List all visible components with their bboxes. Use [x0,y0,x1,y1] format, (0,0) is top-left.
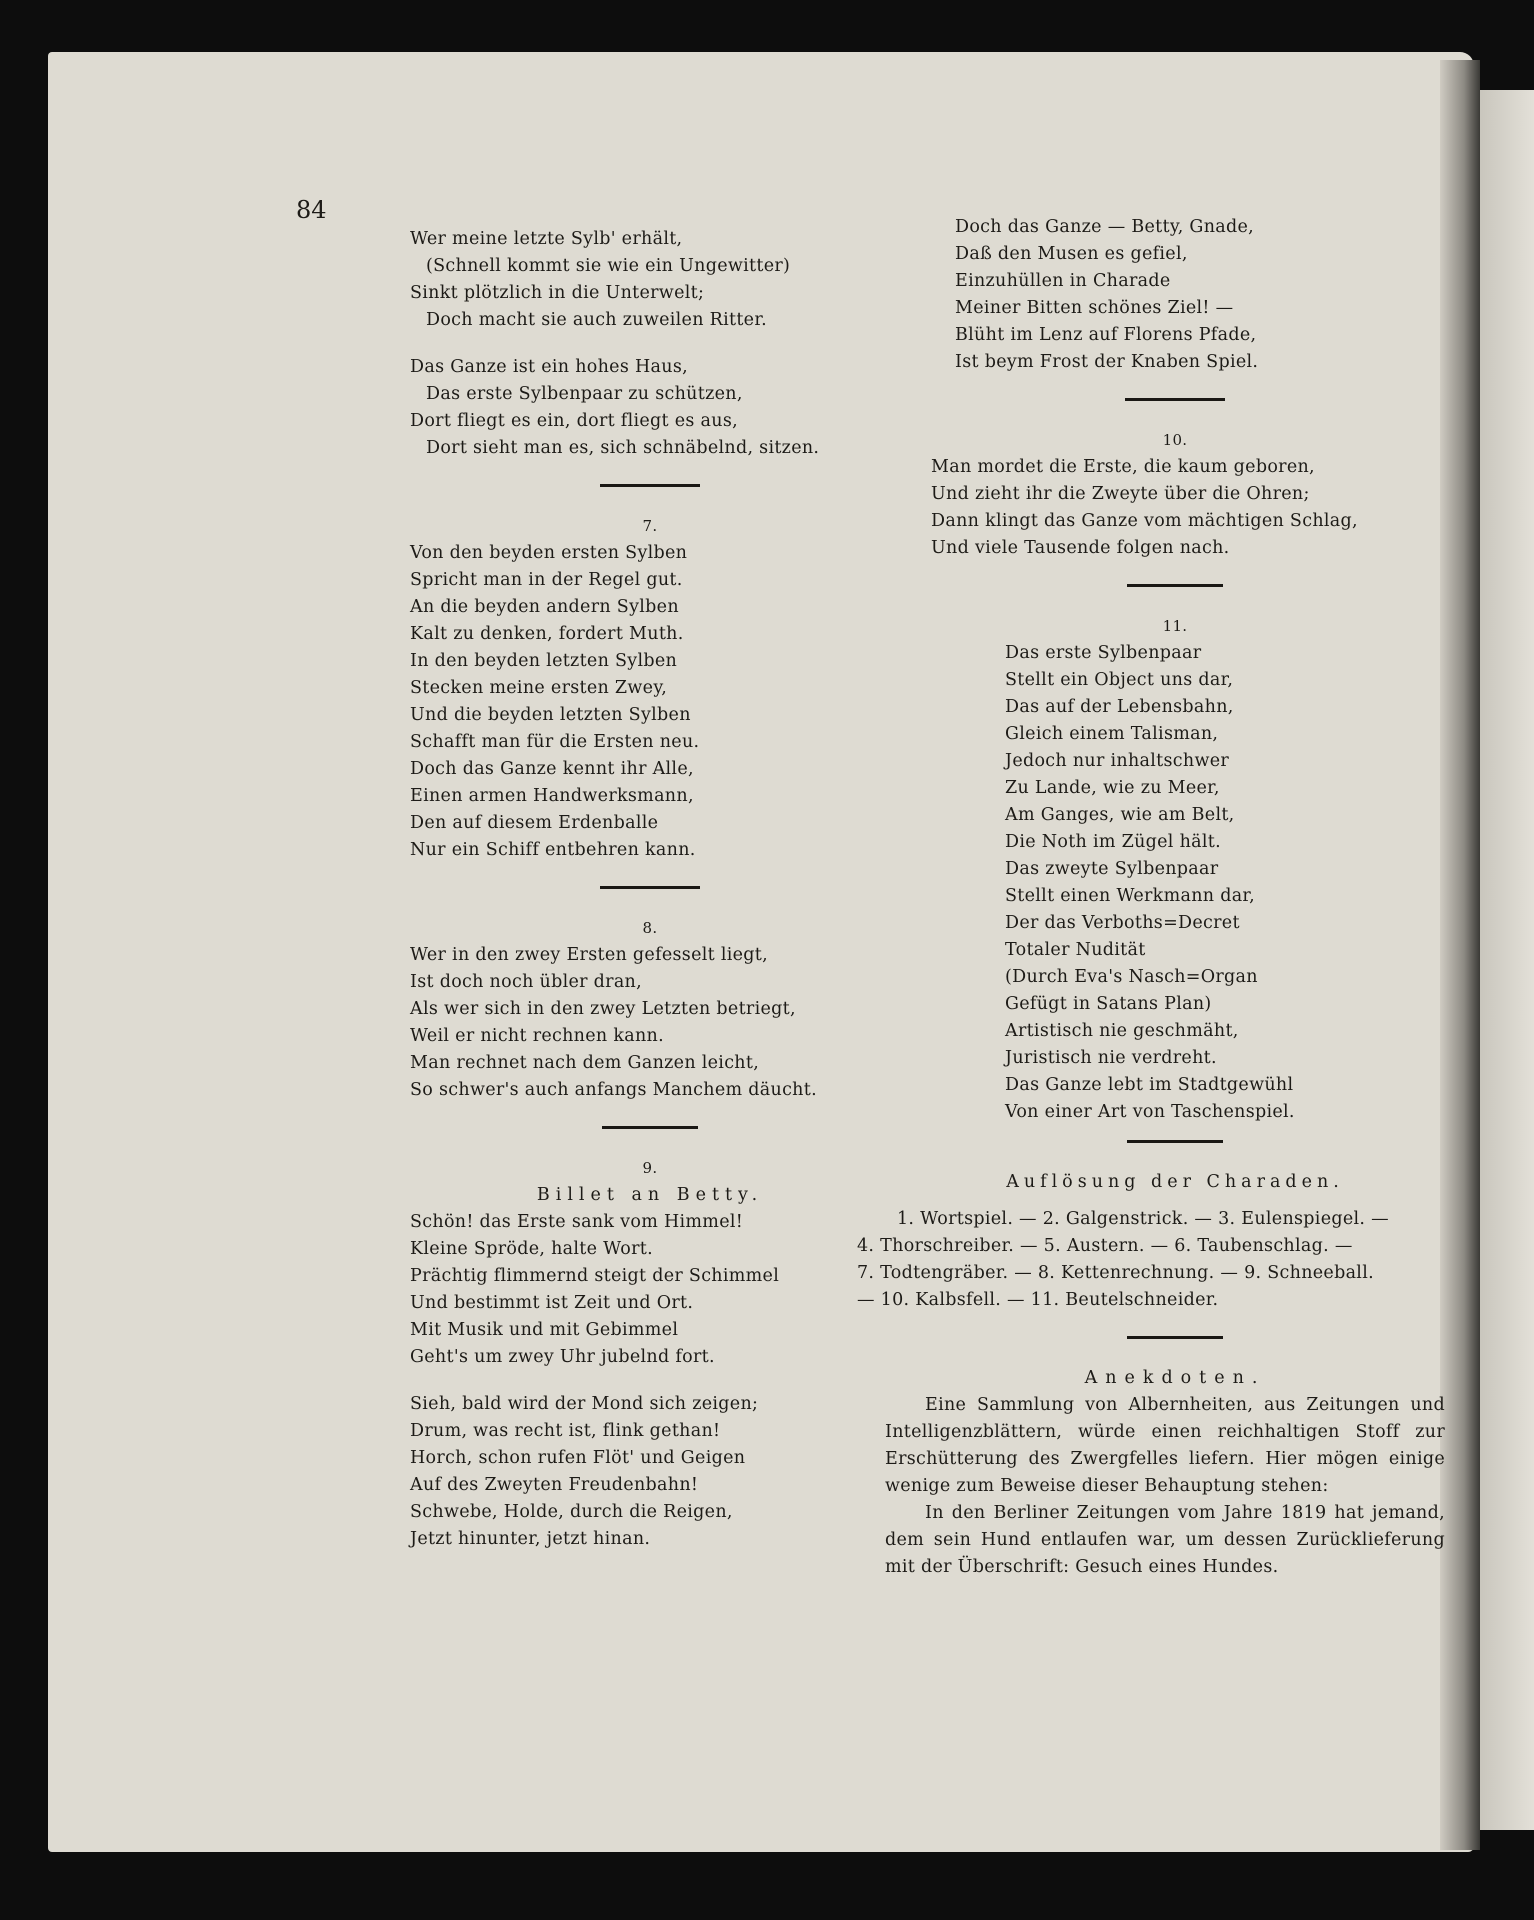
charade-solutions [857,1169,1455,1314]
section-divider [600,886,700,889]
poem-line: An die beyden andern Sylben [410,597,679,617]
poem-line: Kleine Spröde, halte Wort. [410,1239,653,1259]
solutions-heading: Auflösung der Charaden. [1006,1172,1344,1192]
poem-line: Wer in den zwey Ersten gefesselt liegt, [410,945,768,965]
poem-line: Sinkt plötzlich in die Unterwelt; [410,283,705,303]
poem-line: Das zweyte Sylbenpaar [1005,859,1219,879]
anecdote-paragraph: Eine Sammlung von Albernheiten, aus Zeitungen und Intelligenzblättern, würde einen reichhaltigen Stoff zur Erschütterung des Zwergfelles liefern. Hier mögen einige wenige zum Beweise dieser Behauptung stehen: [885,1395,1445,1496]
poem-line: Das erste Sylbenpaar zu schützen, [426,384,743,404]
poem-line: Der das Verboths=Decret [1005,913,1240,933]
poem-line: Totaler Nudität [1005,940,1146,960]
poem-line: Und die beyden letzten Sylben [410,705,691,725]
poem-line: Kalt zu denken, fordert Muth. [410,624,684,644]
section-divider [1125,398,1225,401]
poem-9 [410,1155,890,1553]
poem-line: Von den beyden ersten Sylben [410,543,688,563]
right-column [857,214,1455,1581]
poem-7 [410,513,890,864]
poem-number: 11. [1162,617,1188,635]
poem-line: Nur ein Schiff entbehren kann. [410,840,696,860]
solution-line: 1. Wortspiel. — 2. Galgenstrick. — 3. Eulenspiegel. — [897,1209,1389,1229]
poem-line: Man rechnet nach dem Ganzen leicht, [410,1053,760,1073]
poem-line: Gleich einem Talisman, [1005,724,1219,744]
poem-line: Spricht man in der Regel gut. [410,570,683,590]
poem-number: 8. [642,919,658,937]
poem-line: Horch, schon rufen Flöt' und Geigen [410,1448,746,1468]
poem-line: Als wer sich in den zwey Letzten betriegt, [410,999,796,1019]
poem-line: Artistisch nie geschmäht, [1005,1021,1239,1041]
poem-line: Stellt einen Werkmann dar, [1005,886,1256,906]
section-divider [1127,1336,1223,1339]
poem-line: Auf des Zweyten Freudenbahn! [410,1475,699,1495]
poem-line: (Durch Eva's Nasch=Organ [1005,967,1258,987]
solution-line: 7. Todtengräber. — 8. Kettenrechnung. — 9. Schneeball. [857,1263,1374,1283]
poem-line: Doch macht sie auch zuweilen Ritter. [426,310,767,330]
poem-line: Doch das Ganze — Betty, Gnade, [955,217,1255,237]
section-divider [1127,1140,1223,1143]
page-number: 84 [296,196,327,224]
poem-line: (Schnell kommt sie wie ein Ungewitter) [426,256,791,276]
poem-line: Und zieht ihr die Zweyte über die Ohren; [931,484,1310,504]
poem-line: Schafft man für die Ersten neu. [410,732,700,752]
anecdotes-heading: Anekdoten. [1084,1368,1266,1388]
poem-line: Ist doch noch übler dran, [410,972,642,992]
poem-line: Mit Musik und mit Gebimmel [410,1320,679,1340]
poem-line: Und bestimmt ist Zeit und Ort. [410,1293,694,1313]
anecdote-paragraph: In den Berliner Zeitungen vom Jahre 1819 hat jemand, dem sein Hund entlaufen war, um dessen Zurücklieferung mit der Überschrift: Gesuch eines Hundes. [885,1503,1445,1577]
poem-line: Zu Lande, wie zu Meer, [1005,778,1220,798]
poem-line: Sieh, bald wird der Mond sich zeigen; [410,1394,759,1414]
poem-8 [410,915,890,1104]
section-divider [600,484,700,487]
solution-line: — 10. Kalbsfell. — 11. Beutelschneider. [857,1290,1219,1310]
left-column [410,226,890,1553]
poem-11 [895,613,1455,1126]
poem-line: Dort sieht man es, sich schnäbelnd, sitzen. [426,438,820,458]
poem-line: Blüht im Lenz auf Florens Pfade, [955,325,1257,345]
poem-line: Am Ganges, wie am Belt, [1005,805,1235,825]
section-divider [1127,584,1223,587]
section-divider [602,1126,698,1129]
poem-line: So schwer's auch anfangs Manchem däucht. [410,1080,817,1100]
poem-line: Gefügt in Satans Plan) [1005,994,1212,1014]
poem-line: Einen armen Handwerksmann, [410,786,694,806]
poem-number: 9. [642,1159,658,1177]
poem-line: Dort fliegt es ein, dort fliegt es aus, [410,411,738,431]
facing-page-edge [1480,90,1534,1830]
poem-line: Das auf der Lebensbahn, [1005,697,1234,717]
poem-line: Von einer Art von Taschenspiel. [1005,1102,1295,1122]
poem-line: Stecken meine ersten Zwey, [410,678,668,698]
poem-line: Prächtig flimmernd steigt der Schimmel [410,1266,780,1286]
solution-line: 4. Thorschreiber. — 5. Austern. — 6. Taubenschlag. — [857,1236,1353,1256]
poem-line: Geht's um zwey Uhr jubelnd fort. [410,1347,715,1367]
poem-line: Das Ganze lebt im Stadtgewühl [1005,1075,1294,1095]
poem-line: Man mordet die Erste, die kaum geboren, [931,457,1315,477]
poem-line: Drum, was recht ist, flink gethan! [410,1421,721,1441]
poem-line: Schön! das Erste sank vom Himmel! [410,1212,744,1232]
poem-number: 7. [642,517,658,535]
poem-line: Dann klingt das Ganze vom mächtigen Schlag, [931,511,1358,531]
poem-line: Jedoch nur inhaltschwer [1005,751,1230,771]
poem-6-ending [410,226,890,462]
poem-10 [895,427,1455,562]
poem-line: Stellt ein Object uns dar, [1005,670,1234,690]
poem-line: Das erste Sylbenpaar [1005,643,1202,663]
poem-line: Juristisch nie verdreht. [1005,1048,1217,1068]
poem-line: Das Ganze ist ein hohes Haus, [410,357,688,377]
poem-line: Schwebe, Holde, durch die Reigen, [410,1502,733,1522]
poem-line: Wer meine letzte Sylb' erhält, [410,229,683,249]
poem-line: Meiner Bitten schönes Ziel! — [955,298,1234,318]
poem-line: Den auf diesem Erdenballe [410,813,659,833]
poem-line: In den beyden letzten Sylben [410,651,678,671]
poem-line: Einzuhüllen in Charade [955,271,1171,291]
poem-9-ending [895,214,1455,376]
poem-line: Jetzt hinunter, jetzt hinan. [410,1529,651,1549]
poem-line: Weil er nicht rechnen kann. [410,1026,664,1046]
poem-line: Ist beym Frost der Knaben Spiel. [955,352,1259,372]
poem-line: Doch das Ganze kennt ihr Alle, [410,759,694,779]
poem-title: Billet an Betty. [536,1185,764,1205]
anecdotes-section [885,1365,1455,1581]
poem-number: 10. [1162,431,1188,449]
poem-line: Daß den Musen es gefiel, [955,244,1188,264]
poem-line: Und viele Tausende folgen nach. [931,538,1230,558]
poem-line: Die Noth im Zügel hält. [1005,832,1221,852]
